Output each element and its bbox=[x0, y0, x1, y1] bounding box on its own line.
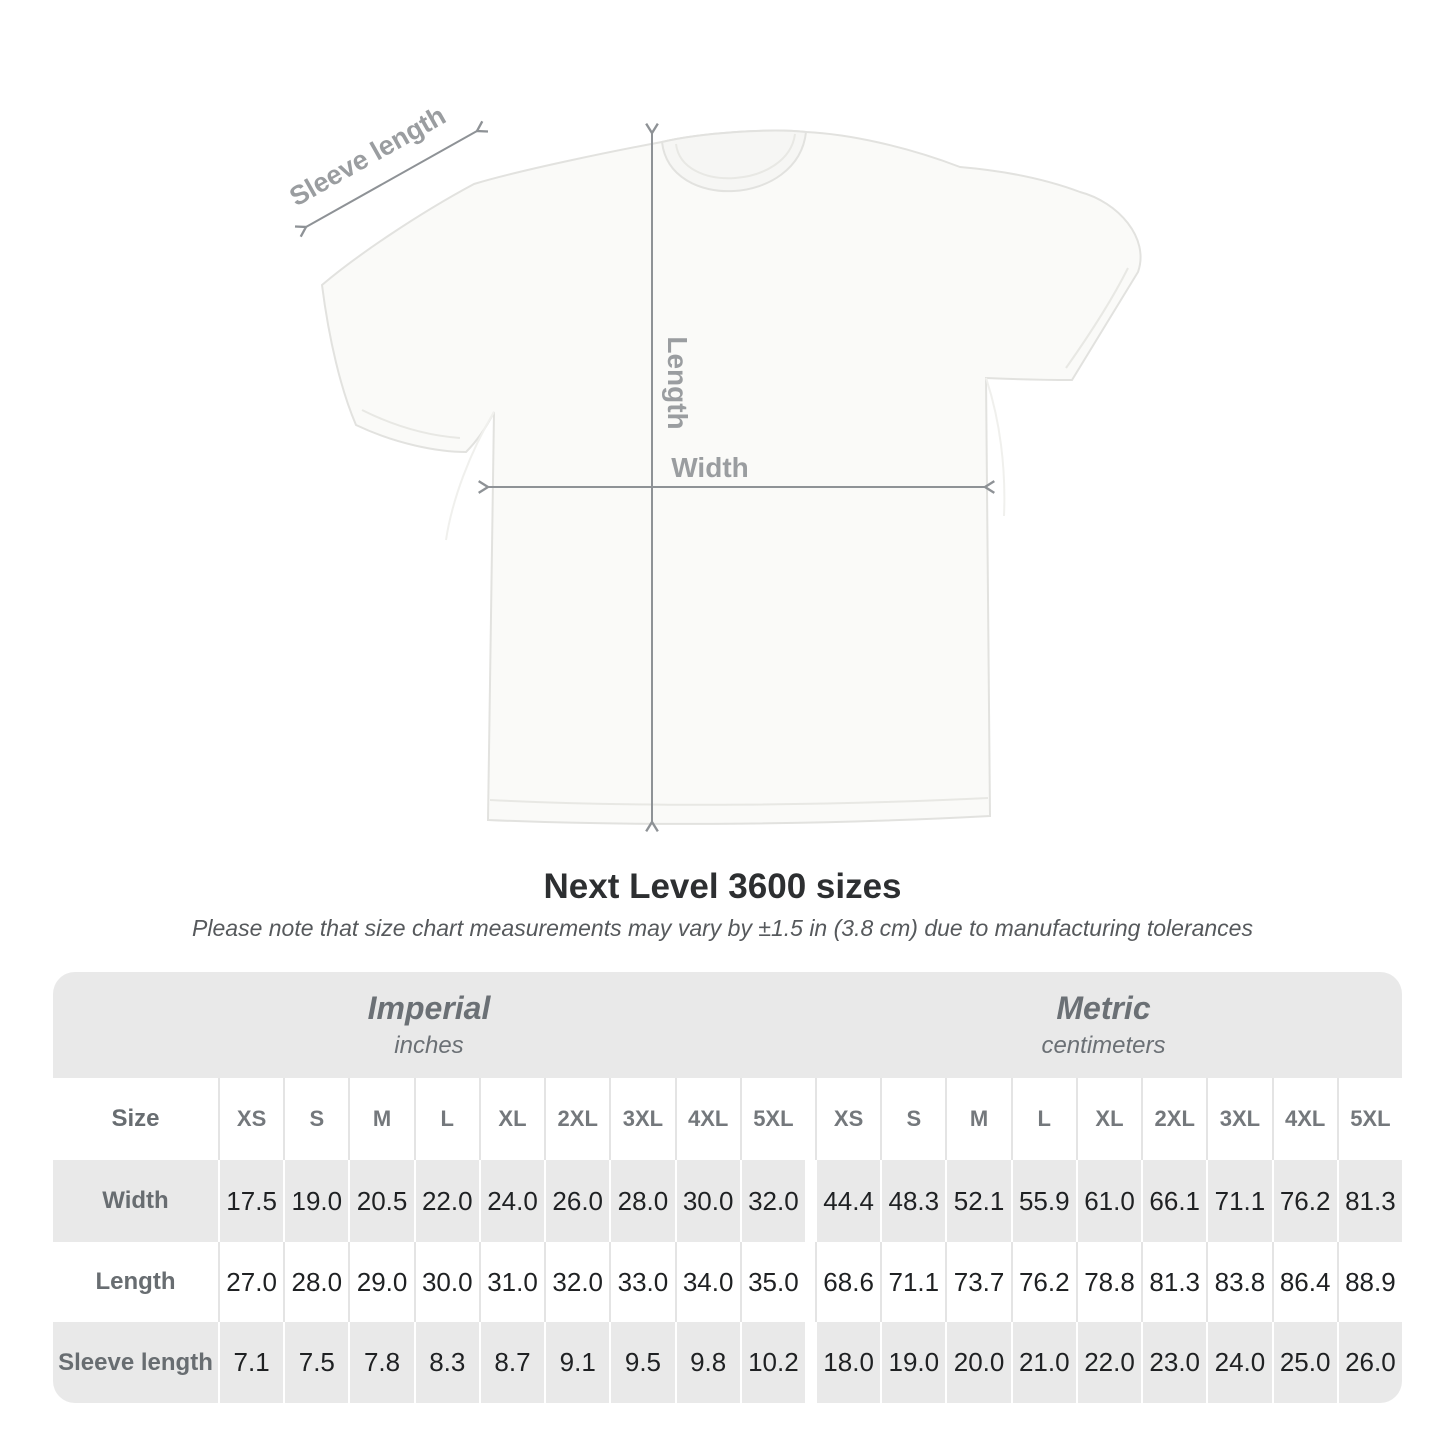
table-cell: 34.0 bbox=[675, 1242, 740, 1322]
table-cell: 78.8 bbox=[1076, 1242, 1141, 1322]
band-imperial bbox=[53, 972, 805, 1078]
table-cell: 5XL bbox=[740, 1078, 805, 1160]
table-cell: 7.1 bbox=[218, 1322, 283, 1403]
table-cell: 3XL bbox=[609, 1078, 674, 1160]
table-cell: 32.0 bbox=[544, 1242, 609, 1322]
table-cell: 35.0 bbox=[740, 1242, 805, 1322]
table-cell: 61.0 bbox=[1076, 1160, 1141, 1242]
section-gap bbox=[805, 1078, 815, 1160]
table-cell: 10.2 bbox=[740, 1322, 805, 1403]
table-cell: 8.7 bbox=[479, 1322, 544, 1403]
table-cell: 19.0 bbox=[880, 1322, 945, 1403]
table-cell: XL bbox=[479, 1078, 544, 1160]
table-cell: 48.3 bbox=[880, 1160, 945, 1242]
table-cell: 9.1 bbox=[544, 1322, 609, 1403]
imperial-unit: inches bbox=[394, 1032, 464, 1059]
table-cell: 81.3 bbox=[1141, 1242, 1206, 1322]
width-label: Width bbox=[671, 452, 749, 483]
table-cell: 73.7 bbox=[945, 1242, 1010, 1322]
table-cell: 18.0 bbox=[815, 1322, 880, 1403]
row-label: Width bbox=[53, 1160, 218, 1242]
table-cell: 24.0 bbox=[479, 1160, 544, 1242]
table-cell: 66.1 bbox=[1141, 1160, 1206, 1242]
table-cell: S bbox=[283, 1078, 348, 1160]
page-subtitle: Please note that size chart measurements may vary by ±1.5 in (3.8 cm) due to manufacturing tolerances bbox=[192, 914, 1253, 941]
table-cell: 3XL bbox=[1206, 1078, 1271, 1160]
table-cell: 81.3 bbox=[1337, 1160, 1402, 1242]
table-cell: 28.0 bbox=[609, 1160, 674, 1242]
table-cell: 7.5 bbox=[283, 1322, 348, 1403]
table-cell: 76.2 bbox=[1011, 1242, 1076, 1322]
table-cell: 26.0 bbox=[1337, 1322, 1402, 1403]
table-cell: 32.0 bbox=[740, 1160, 805, 1242]
table-cell: 19.0 bbox=[283, 1160, 348, 1242]
row-label: Sleeve length bbox=[53, 1322, 218, 1403]
table-cell: 24.0 bbox=[1206, 1322, 1271, 1403]
table-cell: XL bbox=[1076, 1078, 1141, 1160]
table-cell: 76.2 bbox=[1272, 1160, 1337, 1242]
table-cell: 55.9 bbox=[1011, 1160, 1076, 1242]
table-cell: 33.0 bbox=[609, 1242, 674, 1322]
table-cell: 7.8 bbox=[348, 1322, 413, 1403]
tshirt-crease-right bbox=[986, 378, 1004, 516]
table-cell: 68.6 bbox=[815, 1242, 880, 1322]
table-cell: 30.0 bbox=[675, 1160, 740, 1242]
table-cell: 5XL bbox=[1337, 1078, 1402, 1160]
table-cell: M bbox=[945, 1078, 1010, 1160]
band-metric bbox=[805, 972, 1402, 1078]
table-cell: 52.1 bbox=[945, 1160, 1010, 1242]
metric-label: Metric bbox=[1056, 990, 1151, 1026]
table-cell: 25.0 bbox=[1272, 1322, 1337, 1403]
table-cell: 22.0 bbox=[414, 1160, 479, 1242]
table-cell: 4XL bbox=[675, 1078, 740, 1160]
table-cell: 20.0 bbox=[945, 1322, 1010, 1403]
table-cell: 31.0 bbox=[479, 1242, 544, 1322]
section-gap bbox=[805, 1322, 815, 1403]
table-cell: 71.1 bbox=[1206, 1160, 1271, 1242]
imperial-label: Imperial bbox=[367, 990, 491, 1026]
section-gap bbox=[805, 1160, 815, 1242]
table-cell: 29.0 bbox=[348, 1242, 413, 1322]
table-cell: 86.4 bbox=[1272, 1242, 1337, 1322]
sleeve-length-label: Sleeve length bbox=[284, 100, 451, 213]
table-cell: 17.5 bbox=[218, 1160, 283, 1242]
table-cell: 44.4 bbox=[815, 1160, 880, 1242]
table-cell: 27.0 bbox=[218, 1242, 283, 1322]
table-cell: 26.0 bbox=[544, 1160, 609, 1242]
row-label-size: Size bbox=[53, 1078, 218, 1160]
table-cell: 88.9 bbox=[1337, 1242, 1402, 1322]
page-title: Next Level 3600 sizes bbox=[543, 867, 902, 906]
table-cell: 9.8 bbox=[675, 1322, 740, 1403]
table-cell: XS bbox=[218, 1078, 283, 1160]
table-cell: 28.0 bbox=[283, 1242, 348, 1322]
section-gap bbox=[805, 1242, 815, 1322]
table-cell: L bbox=[414, 1078, 479, 1160]
table-cell: 9.5 bbox=[609, 1322, 674, 1403]
table-cell: 20.5 bbox=[348, 1160, 413, 1242]
table-cell: M bbox=[348, 1078, 413, 1160]
table-cell: 2XL bbox=[544, 1078, 609, 1160]
table-cell: 4XL bbox=[1272, 1078, 1337, 1160]
table-cell: 83.8 bbox=[1206, 1242, 1271, 1322]
metric-unit: centimeters bbox=[1041, 1032, 1166, 1059]
row-label: Length bbox=[53, 1242, 218, 1322]
table-cell: 71.1 bbox=[880, 1242, 945, 1322]
table-cell: 22.0 bbox=[1076, 1322, 1141, 1403]
size-chart-table bbox=[53, 972, 1402, 1403]
table-cell: 23.0 bbox=[1141, 1322, 1206, 1403]
length-label: Length bbox=[662, 336, 693, 430]
table-cell: 8.3 bbox=[414, 1322, 479, 1403]
table-cell: XS bbox=[815, 1078, 880, 1160]
table-cell: 2XL bbox=[1141, 1078, 1206, 1160]
heading-block bbox=[0, 868, 1445, 942]
table-cell: 30.0 bbox=[414, 1242, 479, 1322]
table-cell: S bbox=[880, 1078, 945, 1160]
table-cell: 21.0 bbox=[1011, 1322, 1076, 1403]
table-cell: L bbox=[1011, 1078, 1076, 1160]
